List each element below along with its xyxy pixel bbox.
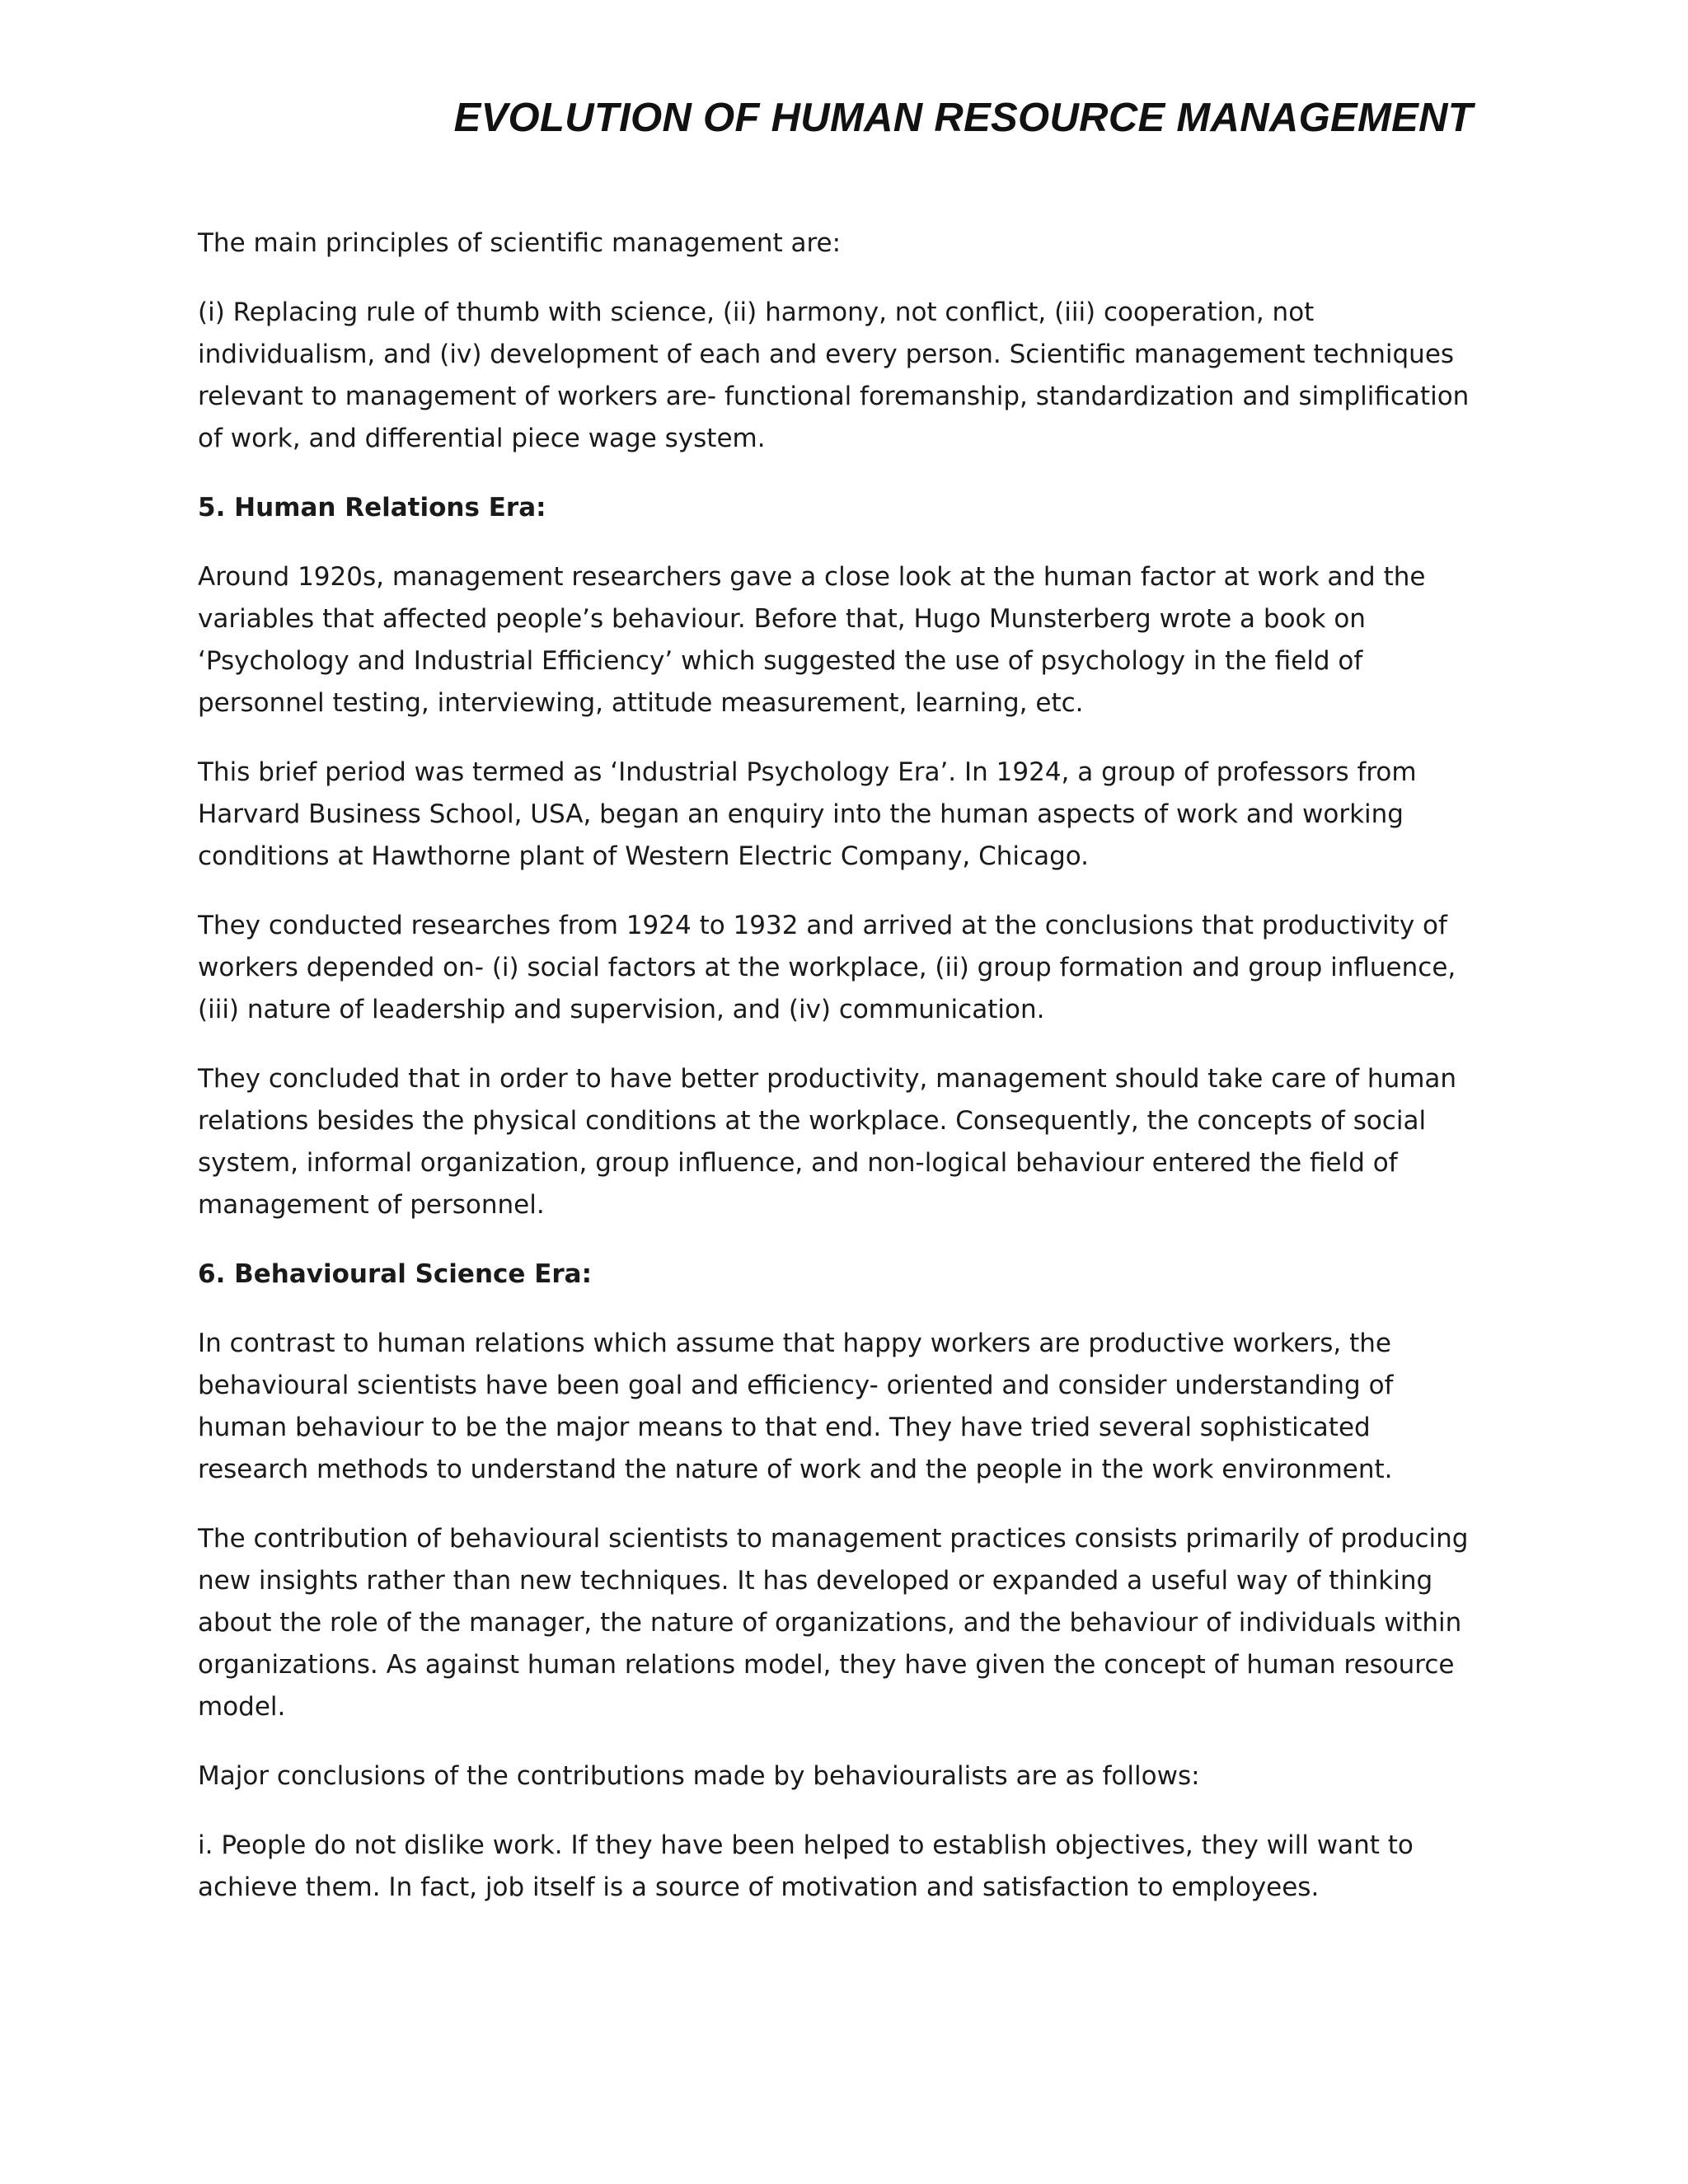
human-relations-paragraph-4: They concluded that in order to have better productivity, management should take care of human relations besides the physical conditions at the workplace. Consequently, the concepts of social system, informal organization, group influence, and non-logical behaviour entered the field of management of personnel. [198, 1064, 1457, 1220]
section-heading-human-relations: 5. Human Relations Era: [198, 493, 546, 523]
section-heading-behavioural-science: 6. Behavioural Science Era: [198, 1259, 593, 1289]
behavioural-science-paragraph-4: i. People do not dislike work. If they have been helped to establish objectives, they will want to achieve them. In fact, job itself is a source of motivation and satisfaction to employees. [198, 1830, 1414, 1902]
principles-paragraph: (i) Replacing rule of thumb with science, (ii) harmony, not conflict, (iii) cooperation, not individualism, and (iv) development of each and every person. Scientific management techniques relevant to management of workers are- functional foremanship, standardization and simplification of work, and differential piece wage system. [198, 298, 1470, 453]
human-relations-paragraph-3: They conducted researches from 1924 to 1932 and arrived at the conclusions that productivity of workers depended on- (i) social factors at the workplace, (ii) group formation and group influence, (iii) nature of leadership and supervision, and (iv) communication. [198, 911, 1456, 1024]
human-relations-paragraph-1: Around 1920s, management researchers gave a close look at the human factor at work and the variables that affected people’s behaviour. Before that, Hugo Munsterberg wrote a book on ‘Psychology and Industrial Efficiency’ which suggested the use of psychology in the field of personnel testing, interviewing, attitude measurement, learning, etc. [198, 562, 1426, 718]
behavioural-science-paragraph-3: Major conclusions of the contributions made by behaviouralists are as follows: [198, 1761, 1200, 1791]
document-body [198, 223, 1471, 1936]
page-header-title: EVOLUTION OF HUMAN RESOURCE MANAGEMENT [453, 96, 1473, 140]
behavioural-science-paragraph-1: In contrast to human relations which assume that happy workers are productive workers, the behavioural scientists have been goal and efficiency- oriented and consider understanding of human behaviour to be the major means to that end. They have tried several sophisticated research methods to understand the nature of work and the people in the work environment. [198, 1329, 1394, 1484]
human-relations-paragraph-2: This brief period was termed as ‘Industrial Psychology Era’. In 1924, a group of professors from Harvard Business School, USA, began an enquiry into the human aspects of work and working conditions at Hawthorne plant of Western Electric Company, Chicago. [198, 757, 1417, 871]
behavioural-science-paragraph-2: The contribution of behavioural scientists to management practices consists primarily of producing new insights rather than new techniques. It has developed or expanded a useful way of thinking about the role of the manager, the nature of organizations, and the behaviour of individuals within organizations. As against human relations model, they have given the concept of human resource model. [198, 1524, 1469, 1722]
intro-paragraph: The main principles of scientific management are: [198, 228, 842, 258]
